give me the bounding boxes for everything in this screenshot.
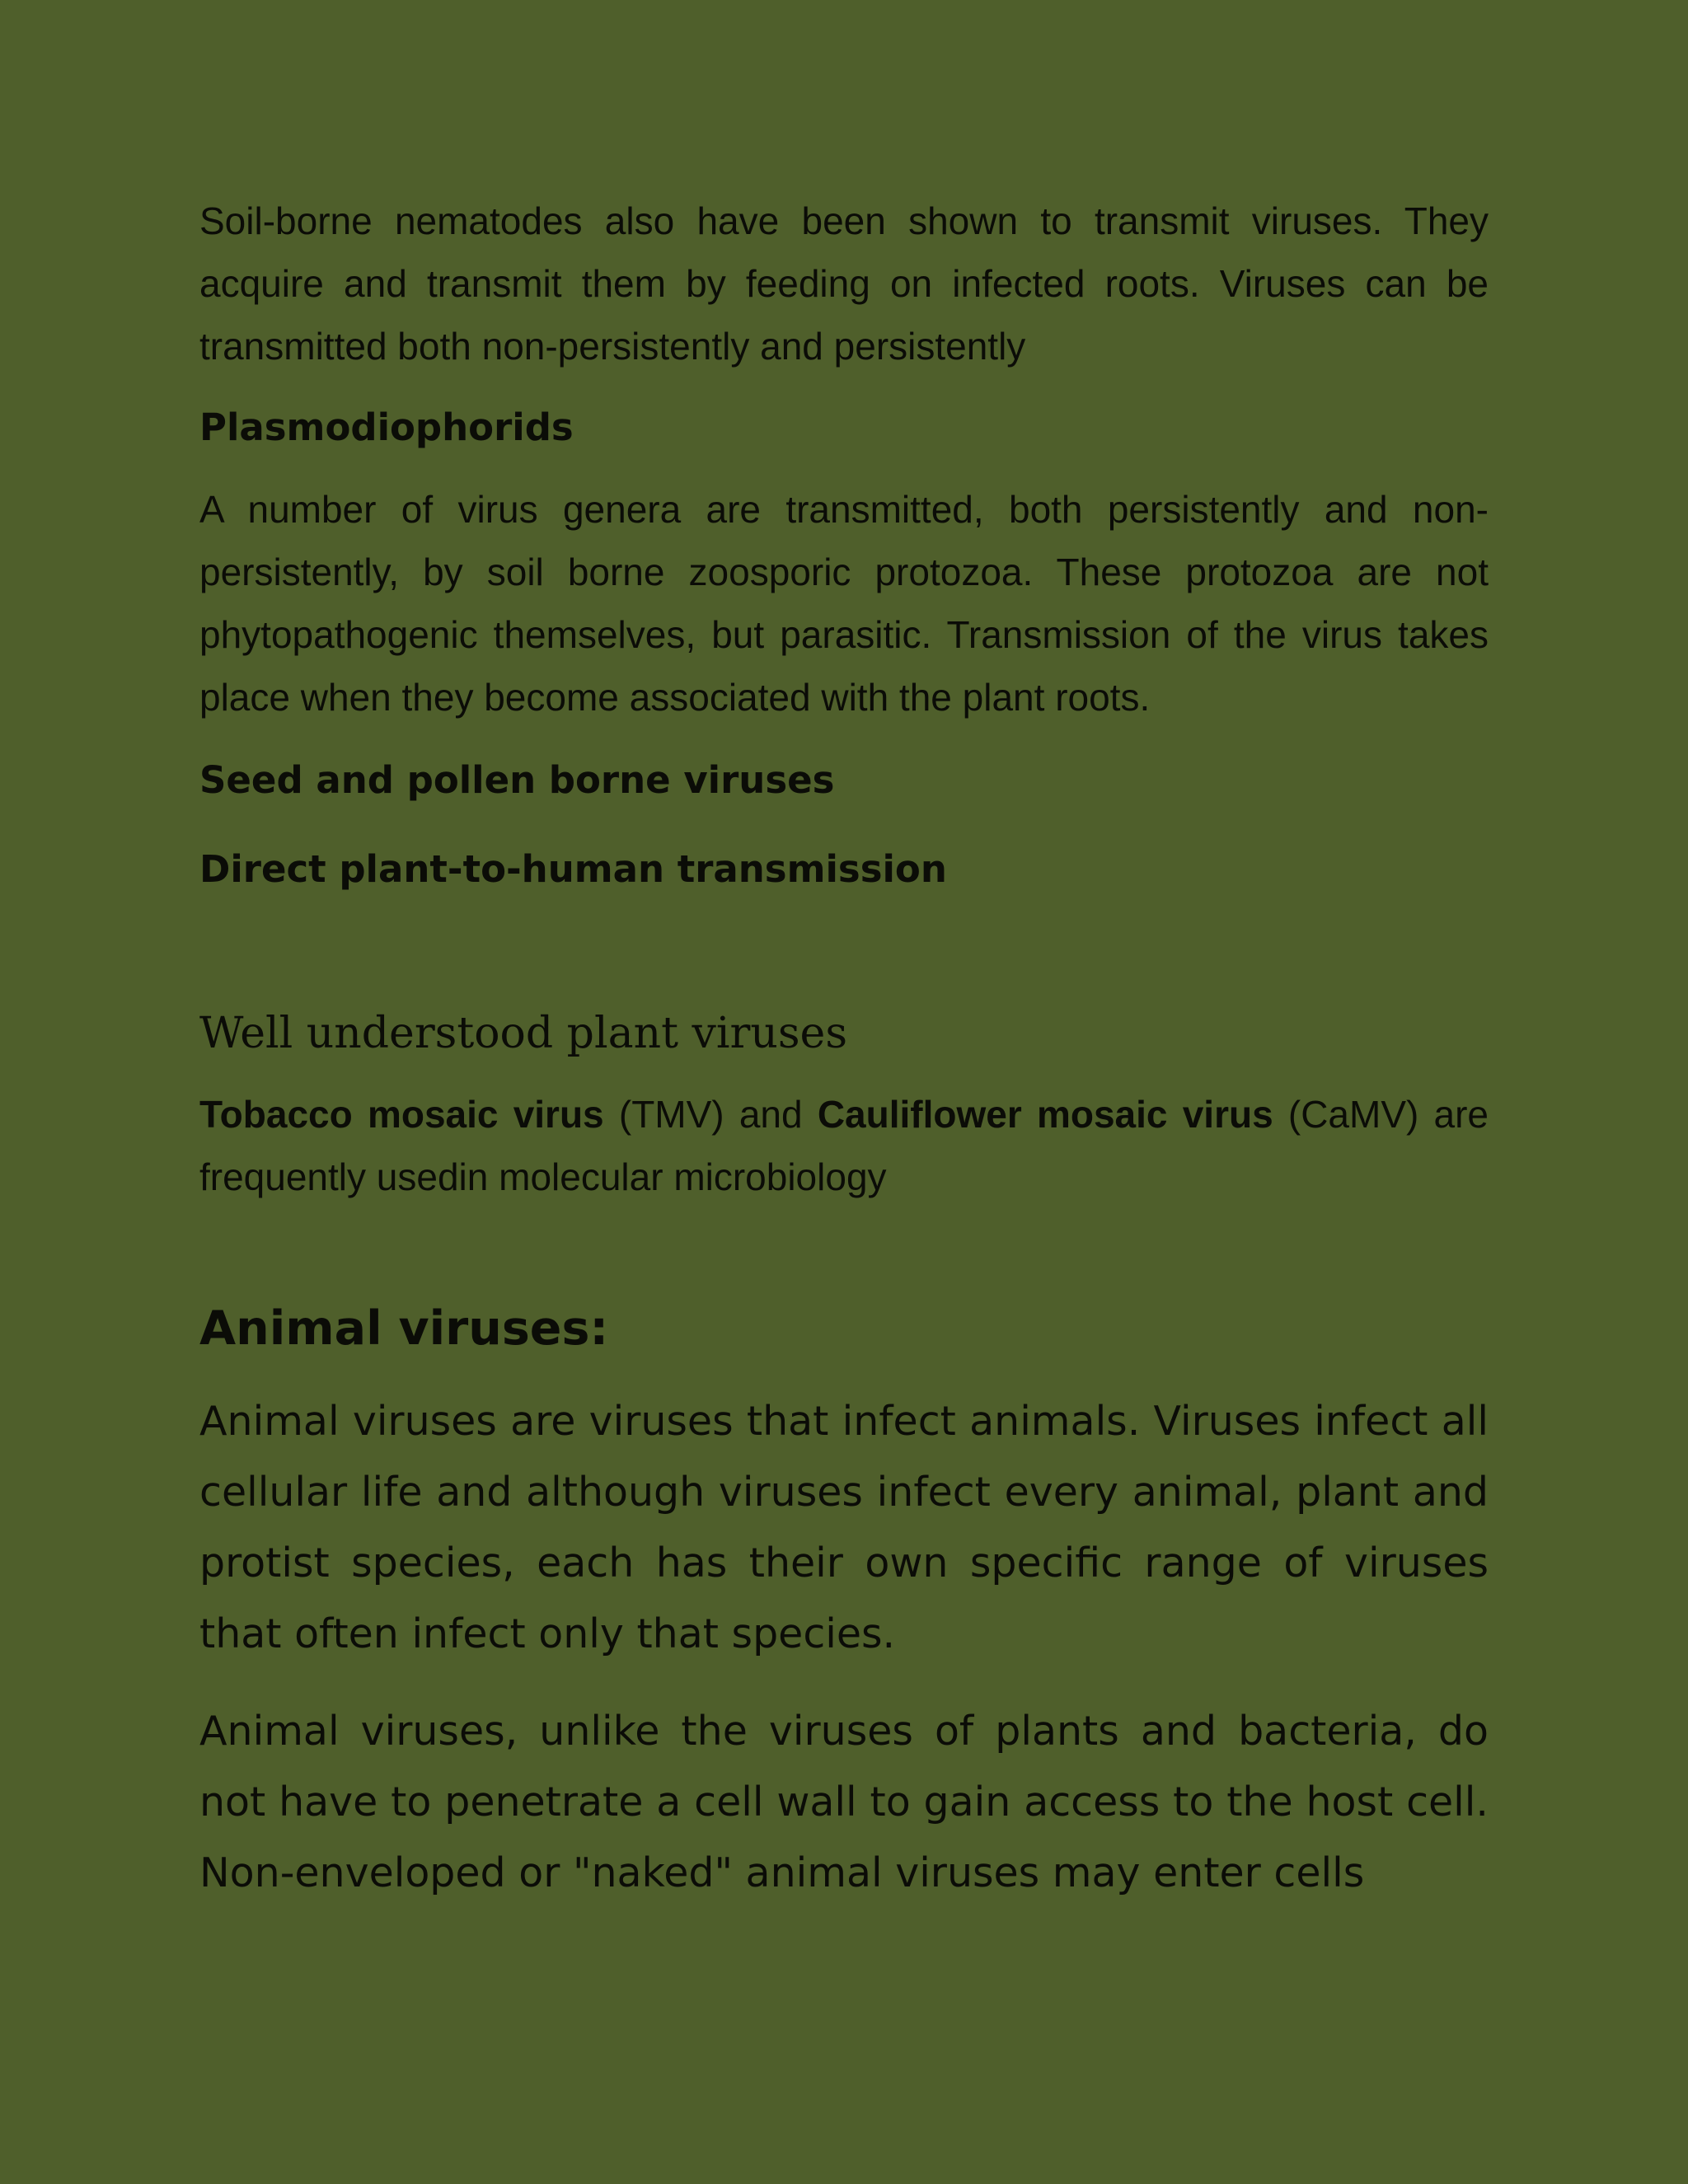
heading-direct-transmission: Direct plant-to-human transmission <box>199 847 947 891</box>
camv-name: Cauliflower mosaic virus <box>817 1093 1273 1136</box>
heading-seed-pollen: Seed and pollen borne viruses <box>199 758 835 802</box>
camv-rest: (CaMV) are frequently usedin molecular microbiology <box>199 1093 1489 1198</box>
heading-animal-viruses: Animal viruses: <box>199 1301 609 1356</box>
paragraph-plasmodiophorids: A number of virus genera are transmitted, both persistently and non-persistently, by soil borne zoosporic protozoa. These protozoa are not phytopathogenic themselves, but parasitic. Transmission of the virus takes place when they become associated with the plant roots. <box>199 488 1489 719</box>
tmv-abbr: (TMV) and <box>603 1093 818 1136</box>
paragraph-animal-2: Animal viruses, unlike the viruses of plants and bacteria, do not have to penetrate a cell wall to gain access to the host cell. Non-enveloped or "naked" animal viruses may enter cells <box>199 1708 1489 1896</box>
document-page <box>199 190 1489 1909</box>
paragraph-plant-viruses <box>199 1083 1489 1208</box>
paragraph-nematodes: Soil-borne nematodes also have been shown to transmit viruses. They acquire and transmit them by feeding on infected roots. Viruses can be transmitted both non-persistently and persistently <box>199 199 1489 368</box>
heading-well-understood: Well understood plant viruses <box>199 1009 848 1058</box>
tmv-name: Tobacco mosaic virus <box>199 1093 604 1136</box>
heading-plasmodiophorids: Plasmodiophorids <box>199 405 574 449</box>
paragraph-animal-1: Animal viruses are viruses that infect animals. Viruses infect all cellular life and although viruses infect every animal, plant and protist species, each has their own specific range of viruses that often infect only that species. <box>199 1398 1489 1657</box>
